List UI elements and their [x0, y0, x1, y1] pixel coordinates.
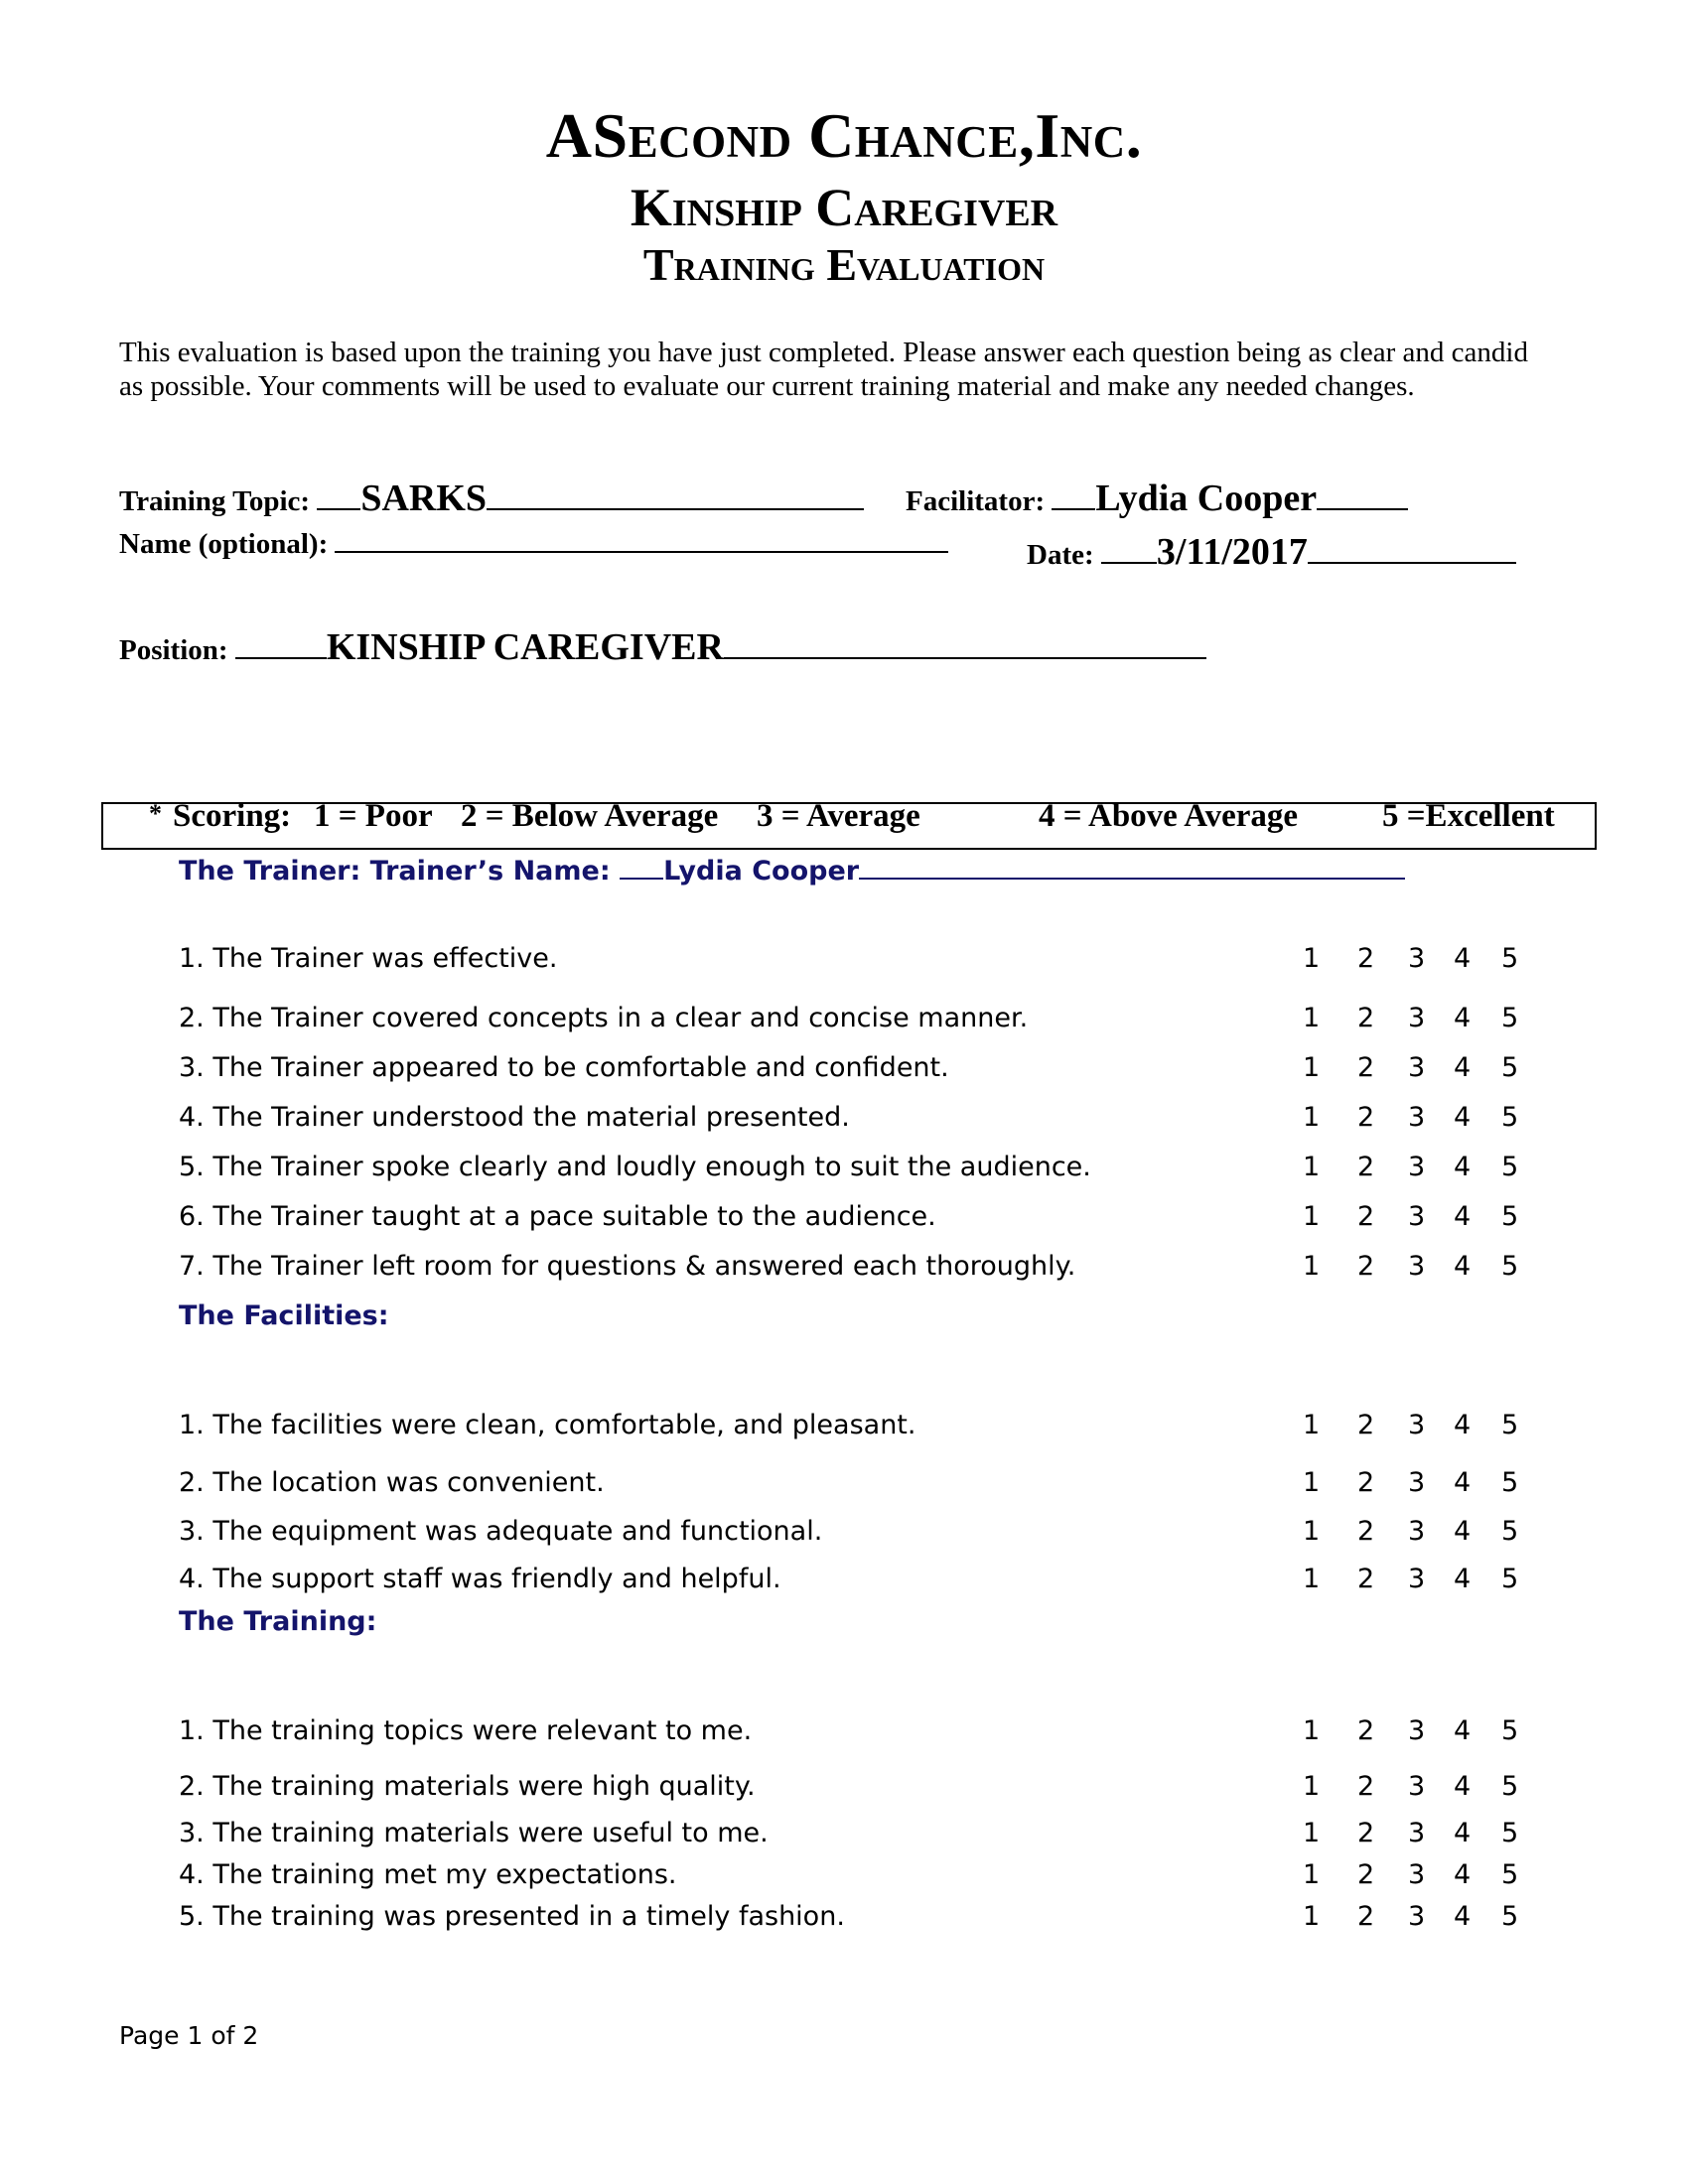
rating-option-5[interactable]: 5 [1501, 1901, 1519, 1932]
rating-option-5[interactable]: 5 [1501, 1516, 1519, 1547]
rating-option-3[interactable]: 3 [1408, 1410, 1426, 1440]
name-label: Name (optional): [119, 528, 329, 560]
rating-option-4[interactable]: 4 [1454, 1715, 1472, 1746]
rating-option-2[interactable]: 2 [1357, 1102, 1375, 1133]
facilities-section-heading: The Facilities: [179, 1300, 389, 1331]
form-subtitle: Kinship Caregiver [630, 178, 1058, 237]
rating-option-5[interactable]: 5 [1501, 1771, 1519, 1802]
rating-option-5[interactable]: 5 [1501, 1715, 1519, 1746]
facilities-question-2: 2. The location was convenient. [179, 1467, 605, 1498]
form-title: Training Evaluation [642, 239, 1046, 290]
score-5-excellent: 5 =Excellent [1382, 798, 1555, 834]
training-question-2: 2. The training materials were high quality. [179, 1771, 756, 1802]
rating-option-4[interactable]: 4 [1454, 1102, 1472, 1133]
training-section-heading: The Training: [179, 1606, 377, 1637]
rating-option-1[interactable]: 1 [1303, 1003, 1321, 1033]
score-1-poor: 1 = Poor [314, 798, 433, 834]
rating-option-2[interactable]: 2 [1357, 1715, 1375, 1746]
rating-option-3[interactable]: 3 [1408, 1901, 1426, 1932]
score-2-below-average: 2 = Below Average [461, 798, 719, 834]
rating-option-1[interactable]: 1 [1303, 1467, 1321, 1498]
rating-option-4[interactable]: 4 [1454, 1771, 1472, 1802]
name-field[interactable] [119, 528, 948, 561]
rating-option-4[interactable]: 4 [1454, 1901, 1472, 1932]
trainer-name-value: Lydia Cooper [663, 856, 860, 887]
trainer-section-heading: The Trainer: Trainer’s Name: Lydia Cooper [179, 856, 1405, 887]
rating-option-4[interactable]: 4 [1454, 1410, 1472, 1440]
rating-option-1[interactable]: 1 [1303, 1152, 1321, 1182]
rating-option-1[interactable]: 1 [1303, 1052, 1321, 1083]
rating-option-1[interactable]: 1 [1303, 1715, 1321, 1746]
rating-option-5[interactable]: 5 [1501, 1201, 1519, 1232]
rating-option-1[interactable]: 1 [1303, 1771, 1321, 1802]
rating-option-4[interactable]: 4 [1454, 1152, 1472, 1182]
trainer-question-6: 6. The Trainer taught at a pace suitable to the audience. [179, 1201, 936, 1232]
rating-option-2[interactable]: 2 [1357, 1818, 1375, 1848]
rating-option-5[interactable]: 5 [1501, 1152, 1519, 1182]
facilitator-value: Lydia Cooper [1095, 478, 1318, 519]
page-number: Page 1 of 2 [119, 2021, 259, 2050]
rating-option-5[interactable]: 5 [1501, 1467, 1519, 1498]
rating-option-1[interactable]: 1 [1303, 1564, 1321, 1594]
rating-option-3[interactable]: 3 [1408, 1467, 1426, 1498]
rating-option-1[interactable]: 1 [1303, 1251, 1321, 1282]
rating-option-5[interactable]: 5 [1501, 1251, 1519, 1282]
rating-option-2[interactable]: 2 [1357, 1771, 1375, 1802]
rating-option-4[interactable]: 4 [1454, 1818, 1472, 1848]
rating-option-2[interactable]: 2 [1357, 1152, 1375, 1182]
rating-option-5[interactable]: 5 [1501, 1859, 1519, 1890]
rating-option-2[interactable]: 2 [1357, 1003, 1375, 1033]
score-4-above-average: 4 = Above Average [1039, 798, 1299, 834]
facilitator-label: Facilitator: [906, 485, 1046, 517]
rating-option-3[interactable]: 3 [1408, 1201, 1426, 1232]
position-label: Position: [119, 634, 228, 666]
trainer-question-4: 4. The Trainer understood the material presented. [179, 1102, 850, 1133]
rating-option-3[interactable]: 3 [1408, 1818, 1426, 1848]
rating-option-1[interactable]: 1 [1303, 1818, 1321, 1848]
training-question-1: 1. The training topics were relevant to me. [179, 1715, 753, 1746]
rating-option-5[interactable]: 5 [1501, 1102, 1519, 1133]
rating-option-3[interactable]: 3 [1408, 1564, 1426, 1594]
rating-option-3[interactable]: 3 [1408, 1152, 1426, 1182]
rating-option-2[interactable]: 2 [1357, 1516, 1375, 1547]
trainer-question-2: 2. The Trainer covered concepts in a clear and concise manner. [179, 1003, 1029, 1033]
training-topic-field[interactable] [119, 477, 864, 520]
trainer-question-5: 5. The Trainer spoke clearly and loudly enough to suit the audience. [179, 1152, 1091, 1182]
position-value: KINSHIP CAREGIVER [326, 626, 724, 668]
rating-option-1[interactable]: 1 [1303, 1102, 1321, 1133]
rating-option-3[interactable]: 3 [1408, 1771, 1426, 1802]
rating-option-2[interactable]: 2 [1357, 1901, 1375, 1932]
training-question-5: 5. The training was presented in a timely fashion. [179, 1901, 845, 1932]
trainer-question-3: 3. The Trainer appeared to be comfortable and confident. [179, 1052, 949, 1083]
rating-option-3[interactable]: 3 [1408, 1102, 1426, 1133]
rating-option-3[interactable]: 3 [1408, 1251, 1426, 1282]
rating-option-4[interactable]: 4 [1454, 1467, 1472, 1498]
rating-option-2[interactable]: 2 [1357, 1201, 1375, 1232]
rating-option-3[interactable]: 3 [1408, 1715, 1426, 1746]
training-topic-value: SARKS [360, 478, 488, 519]
rating-option-4[interactable]: 4 [1454, 1251, 1472, 1282]
rating-option-1[interactable]: 1 [1303, 943, 1321, 974]
rating-option-5[interactable]: 5 [1501, 1564, 1519, 1594]
rating-option-4[interactable]: 4 [1454, 1201, 1472, 1232]
rating-option-1[interactable]: 1 [1303, 1201, 1321, 1232]
rating-option-4[interactable]: 4 [1454, 1003, 1472, 1033]
rating-option-2[interactable]: 2 [1357, 1052, 1375, 1083]
rating-option-3[interactable]: 3 [1408, 1003, 1426, 1033]
facilitator-field[interactable] [906, 477, 1408, 520]
rating-option-4[interactable]: 4 [1454, 1564, 1472, 1594]
facilities-question-1: 1. The facilities were clean, comfortable, and pleasant. [179, 1410, 916, 1440]
rating-option-3[interactable]: 3 [1408, 943, 1426, 974]
rating-option-3[interactable]: 3 [1408, 1052, 1426, 1083]
scoring-label: Scoring: [173, 798, 292, 834]
rating-option-1[interactable]: 1 [1303, 1901, 1321, 1932]
rating-option-5[interactable]: 5 [1501, 1410, 1519, 1440]
rating-option-1[interactable]: 1 [1303, 1859, 1321, 1890]
rating-option-2[interactable]: 2 [1357, 1564, 1375, 1594]
position-field[interactable] [119, 625, 1206, 669]
score-3-average: 3 = Average [757, 798, 920, 834]
rating-option-5[interactable]: 5 [1501, 943, 1519, 974]
rating-option-4[interactable]: 4 [1454, 1052, 1472, 1083]
facilities-question-3: 3. The equipment was adequate and functional. [179, 1516, 823, 1547]
rating-option-2[interactable]: 2 [1357, 943, 1375, 974]
trainer-question-7: 7. The Trainer left room for questions & answered each thoroughly. [179, 1251, 1076, 1282]
rating-option-5[interactable]: 5 [1501, 1052, 1519, 1083]
company-name: ASecond Chance,Inc. [545, 100, 1143, 171]
training-question-3: 3. The training materials were useful to me. [179, 1818, 769, 1848]
training-topic-label: Training Topic: [119, 485, 311, 517]
rating-option-1[interactable]: 1 [1303, 1516, 1321, 1547]
rating-option-1[interactable]: 1 [1303, 1410, 1321, 1440]
date-label: Date: [1027, 539, 1094, 571]
rating-option-4[interactable]: 4 [1454, 1859, 1472, 1890]
date-field[interactable] [1027, 530, 1516, 574]
rating-option-2[interactable]: 2 [1357, 1859, 1375, 1890]
rating-option-5[interactable]: 5 [1501, 1003, 1519, 1033]
facilities-question-4: 4. The support staff was friendly and helpful. [179, 1564, 781, 1594]
rating-option-5[interactable]: 5 [1501, 1818, 1519, 1848]
rating-option-3[interactable]: 3 [1408, 1859, 1426, 1890]
date-value: 3/11/2017 [1156, 531, 1308, 573]
rating-option-4[interactable]: 4 [1454, 1516, 1472, 1547]
trainer-question-1: 1. The Trainer was effective. [179, 943, 558, 974]
rating-option-3[interactable]: 3 [1408, 1516, 1426, 1547]
intro-paragraph: This evaluation is based upon the training you have just completed. Please answer each question being as clear and candid as possible. Your comments will be used to evaluate our current training material and make any needed changes. [119, 337, 1528, 402]
rating-option-2[interactable]: 2 [1357, 1467, 1375, 1498]
scoring-asterisk: * [149, 799, 162, 828]
training-question-4: 4. The training met my expectations. [179, 1859, 677, 1890]
rating-option-2[interactable]: 2 [1357, 1251, 1375, 1282]
rating-option-2[interactable]: 2 [1357, 1410, 1375, 1440]
rating-option-4[interactable]: 4 [1454, 943, 1472, 974]
